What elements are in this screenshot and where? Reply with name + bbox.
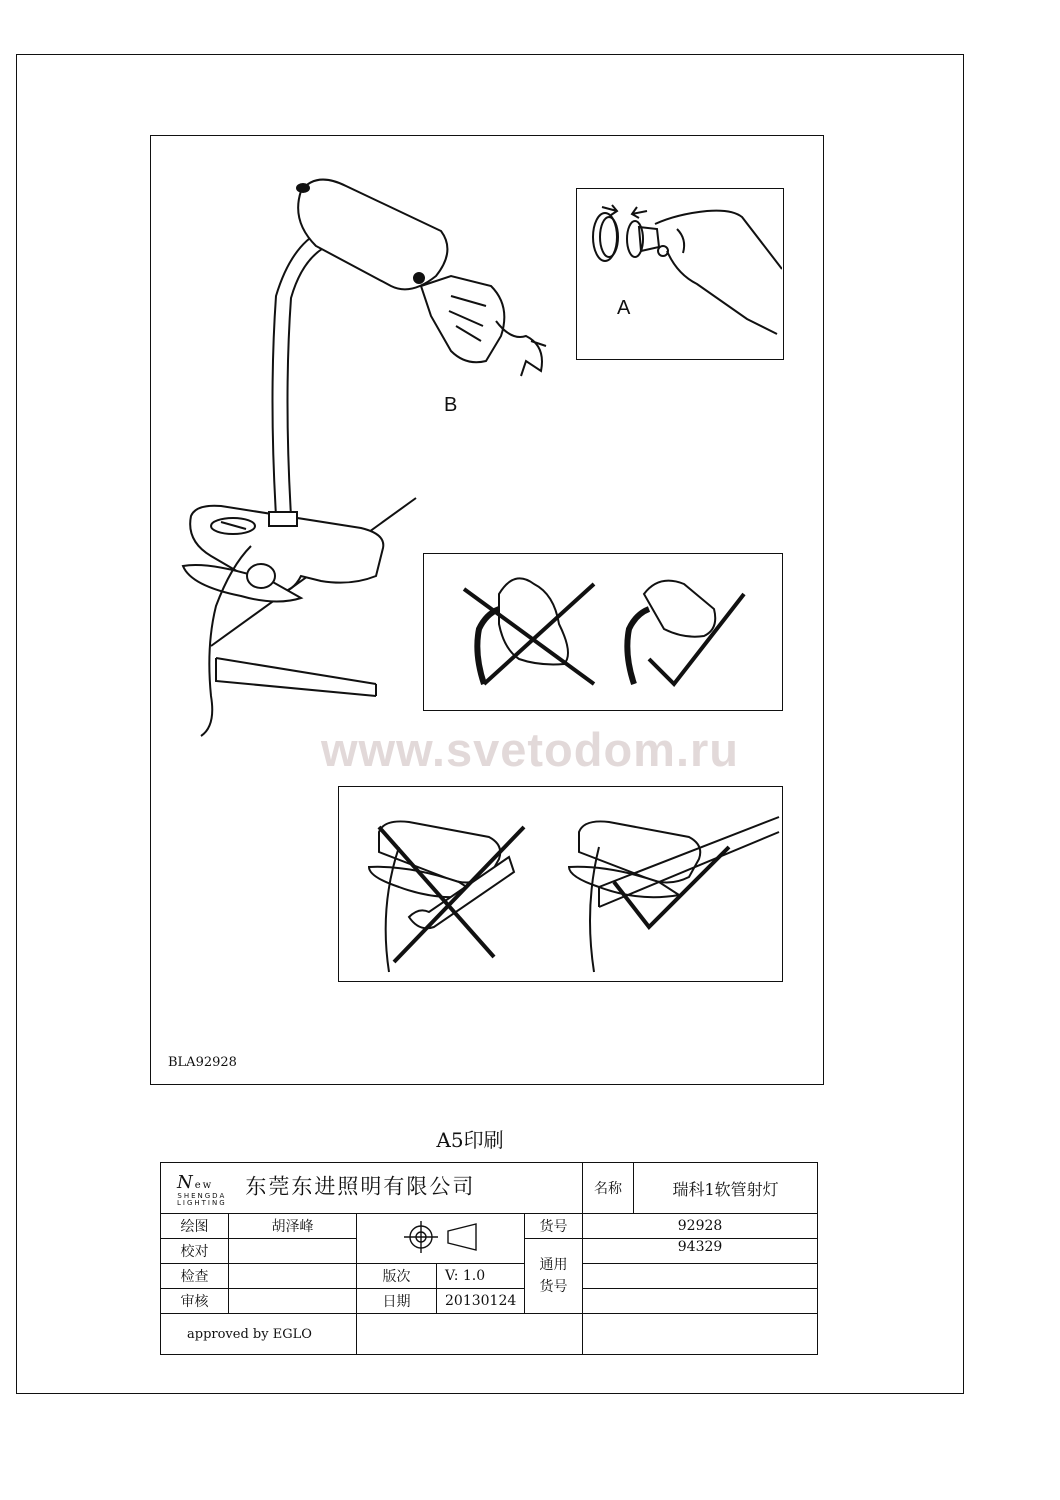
drawn-label: 绘图: [161, 1214, 229, 1239]
company-logo: New SHENGDA LIGHTING: [177, 1172, 227, 1207]
lamp-shade-icon: [297, 180, 447, 290]
approved-note: approved by EGLO: [161, 1314, 357, 1355]
item-no-label: 货号: [525, 1214, 583, 1239]
instruction-drawing: [150, 135, 824, 1085]
drawn-value: 胡泽峰: [229, 1214, 357, 1239]
inspected-label: 检查: [161, 1264, 229, 1289]
date-label: 日期: [357, 1289, 437, 1314]
cover-warning-icon: [424, 554, 781, 709]
gooseneck-icon: [269, 231, 331, 526]
date-value: 20130124: [437, 1289, 525, 1314]
company-cell: [161, 1163, 583, 1214]
title-block: [160, 1162, 818, 1355]
watermark: www.svetodom.ru: [320, 723, 740, 776]
print-size-label: A5印刷: [436, 1128, 504, 1152]
panel-bulb-replacement: [576, 188, 784, 360]
common-label: 通用 货号: [525, 1239, 583, 1314]
common-value: 94329: [583, 1239, 818, 1264]
drawing-code: BLA92928: [168, 1055, 237, 1070]
label-b: B: [444, 394, 458, 416]
version-value: V: 1.0: [437, 1264, 525, 1289]
name-value: 瑞科1软管射灯: [672, 1179, 779, 1199]
company-name: 东莞东进照明有限公司: [245, 1174, 476, 1199]
reviewed-label: 审核: [161, 1289, 229, 1314]
projection-symbol-icon: [386, 1215, 496, 1259]
hand-bulb-icon: [577, 189, 782, 357]
clip-mounting-icon: [339, 787, 781, 980]
name-cell: [583, 1163, 818, 1214]
projection-symbol: [357, 1214, 525, 1264]
clip-base-icon: [183, 506, 383, 736]
panel-do-not-cover: [423, 553, 783, 711]
bulb-b-icon: [421, 276, 546, 376]
label-a: A: [617, 297, 631, 319]
checked-label: 校对: [161, 1239, 229, 1264]
item-no-value: 92928: [583, 1214, 818, 1239]
version-label: 版次: [357, 1264, 437, 1289]
panel-clip-mounting: [338, 786, 783, 982]
name-label: 名称: [583, 1163, 634, 1213]
